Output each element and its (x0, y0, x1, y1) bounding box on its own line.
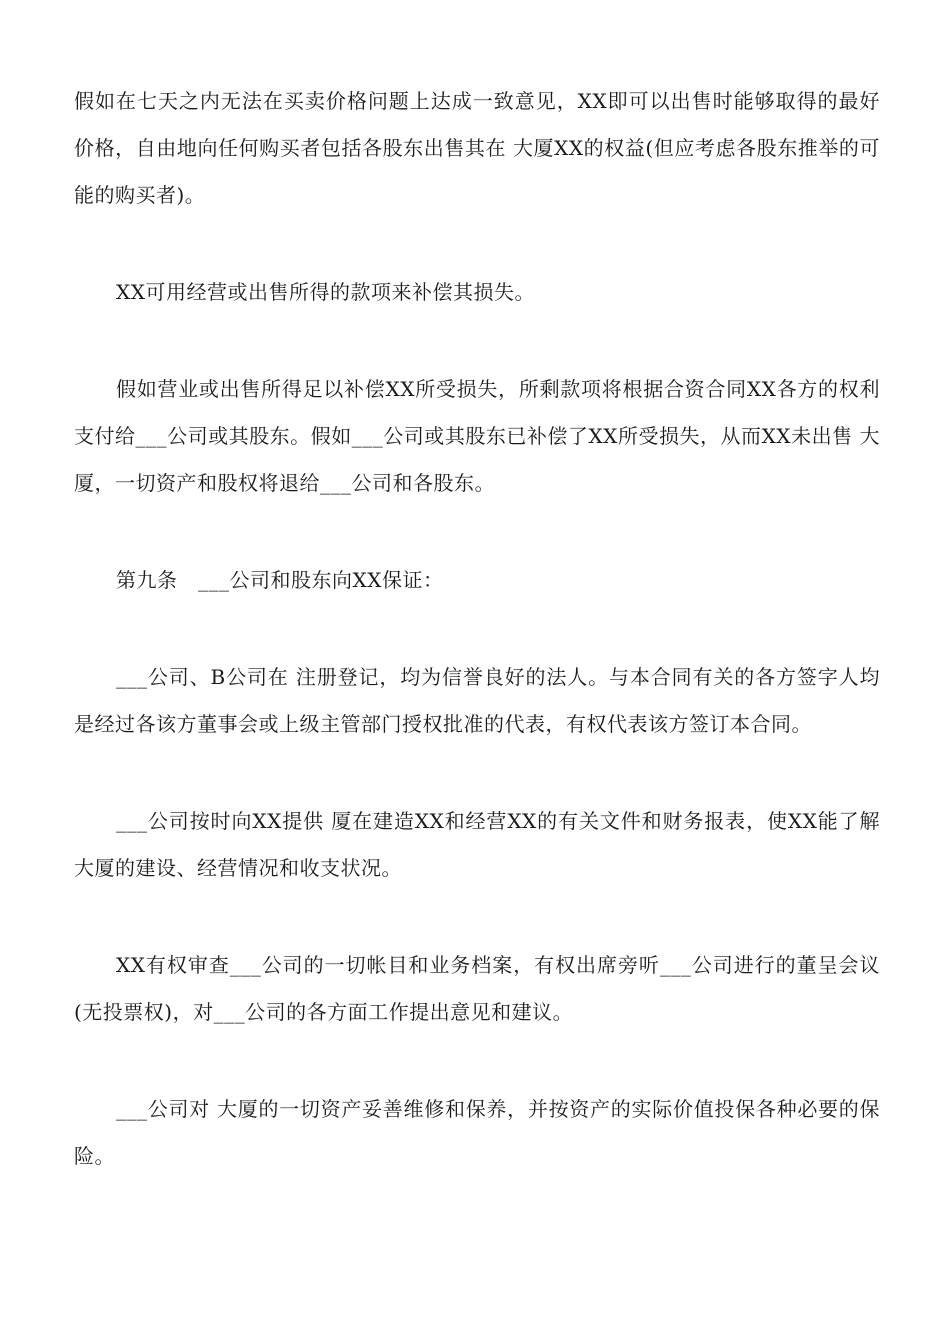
paragraph-legal-entities: ___公司、B公司在 注册登记，均为信誉良好的法人。与本合同有关的各方签字人均是经过各该方董事会或上级主管部门授权批准的代表，有权代表该方签订本合同。 (74, 665, 880, 736)
paragraph-compensation-source: XX可用经营或出售所得的款项来补偿其损失。 (116, 280, 535, 304)
paragraph-sale-price-disagreement: 假如在七天之内无法在买卖价格问题上达成一致意见，XX即可以出售时能够取得的最好价格，自由地向任何购买者包括各股东出售其在 大厦XX的权益(但应考虑各股东推举的可能的购买者)。 (74, 89, 880, 207)
paragraph-maintenance-insurance: ___公司对 大厦的一切资产妥善维修和保养，并按资产的实际价值投保各种必要的保险。 (74, 1097, 880, 1168)
paragraph-remaining-funds: 假如营业或出售所得足以补偿XX所受损失，所剩款项将根据合资合同XX各方的权利支付给___公司或其股东。假如___公司或其股东已补偿了XX所受损失，从而XX未出售 大厦，一切资产和股权将退给___公司和各股东。 (74, 377, 880, 495)
document-page (74, 78, 880, 1180)
paragraph-financial-reports: ___公司按时向XX提供 厦在建造XX和经营XX的有关文件和财务报表，使XX能了解 大厦的建设、经营情况和收支状况。 (74, 809, 880, 880)
article-nine-heading: 第九条 ___公司和股东向XX保证： (116, 568, 444, 592)
paragraph-audit-rights: XX有权审查___公司的一切帐目和业务档案，有权出席旁听___公司进行的董呈会议(无投票权)，对___公司的各方面工作提出意见和建议。 (74, 953, 880, 1024)
